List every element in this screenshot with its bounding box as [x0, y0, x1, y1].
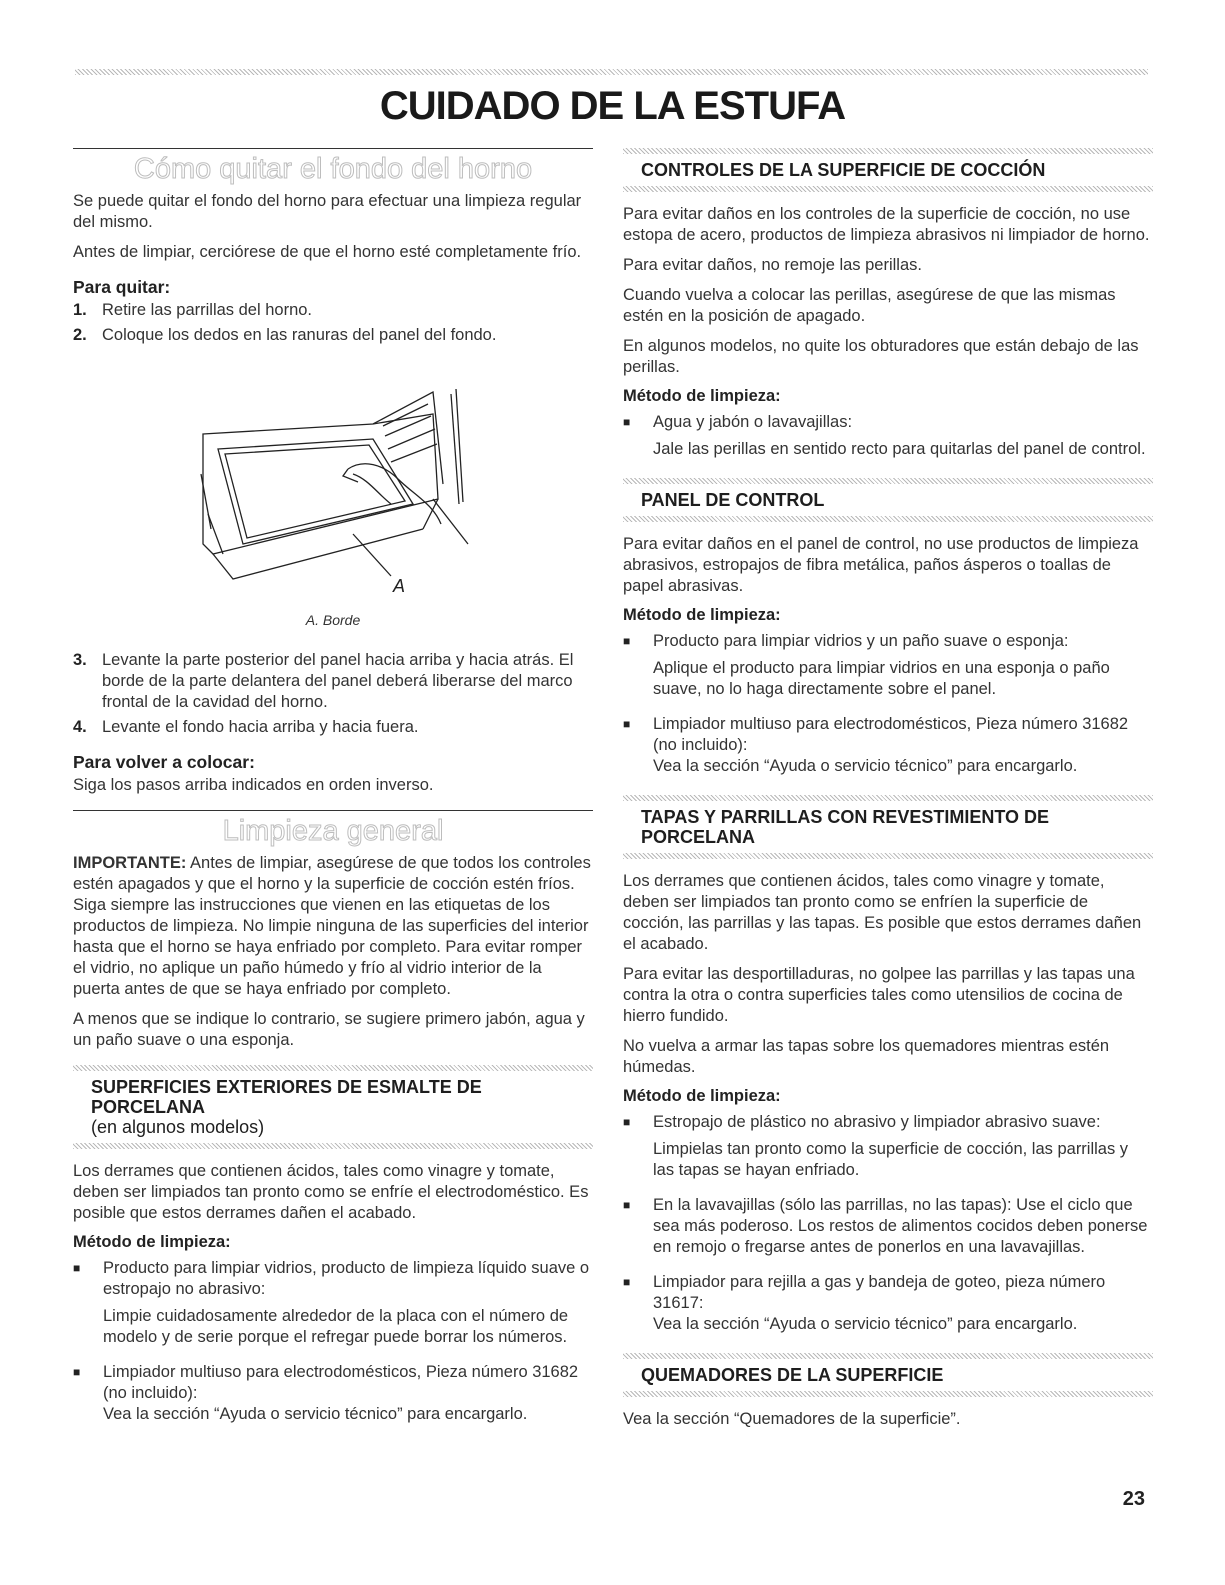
box-rule-bottom — [623, 853, 1153, 859]
step-item — [73, 650, 593, 713]
paragraph: Los derrames que contienen ácidos, tales como vinagre y tomate, deben ser limpiados tan pronto como se enfríen la superficie de cocción, las parrillas y las tapas. Es posible que estos derrames dañen el acabado. — [623, 872, 1142, 953]
steps-list — [73, 650, 593, 738]
step-number: 4. — [73, 718, 87, 736]
paragraph: Los derrames que contienen ácidos, tales como vinagre y tomate, deben ser limpiados tan pronto como se enfríe el electrodoméstico. Es posible que estos derrames dañen el acabado. — [73, 1162, 589, 1222]
bullet-text: Limpiador multiuso para electrodomésticos, Pieza número 31682 (no incluido): — [103, 1363, 579, 1402]
paragraph: Para evitar daños en el panel de control, no use productos de limpieza abrasivos, estropajos de fibra metálica, paños ásperos o toallas de papel abrasivas. — [623, 535, 1139, 595]
section-heading-general-cleaning: Limpieza general — [222, 815, 444, 847]
bullet-item — [73, 1258, 593, 1354]
bullet-list — [623, 412, 1153, 466]
subheading-remove: Para quitar: — [73, 277, 171, 297]
box-rule-bottom — [73, 1143, 593, 1149]
bullet-square-icon: ■ — [623, 415, 631, 429]
important-paragraph — [73, 853, 593, 1000]
paragraph: Para evitar daños en los controles de la superficie de cocción, no use estopa de acero, productos de limpieza abrasivos ni limpiador de horno. — [623, 205, 1150, 244]
important-text: Antes de limpiar, asegúrese de que todos los controles estén apagados y que el horno y la superficie de cocción estén fríos. Siga siempre las instrucciones que vienen en las etiquetas de los productos de limpieza. No limpie ninguna de las superficies del interior hasta que el horno se haya enfriado por completo. Para evitar romper el vidrio, no aplique un paño húmedo y frío al vidrio interior de la puerta antes de que se haya enfriado por completo. — [73, 854, 591, 998]
bullet-list — [623, 631, 1153, 783]
bullet-square-icon: ■ — [623, 717, 631, 731]
paragraph: Antes de limpiar, cerciórese de que el horno esté completamente frío. — [73, 243, 582, 261]
bullet-text: Limpiador para rejilla a gas y bandeja de goteo, pieza número 31617: — [653, 1273, 1106, 1312]
paragraph: Para evitar las desportilladuras, no golpee las parrillas y las tapas una contra la otra o contra superficies tales como utensilios de cocina de hierro fundido. — [623, 965, 1135, 1025]
bullet-item — [623, 714, 1153, 783]
bullet-square-icon: ■ — [623, 1198, 631, 1212]
bullet-item — [623, 631, 1153, 706]
important-label: IMPORTANTE: — [73, 854, 187, 872]
paragraph: En algunos modelos, no quite los obturadores que están debajo de las perillas. — [623, 337, 1139, 376]
step-number: 1. — [73, 301, 87, 319]
figure-label-a: A — [393, 576, 406, 596]
box-title: SUPERFICIES EXTERIORES DE ESMALTE DE PORCELANA — [91, 1077, 482, 1117]
oven-bottom-drawing — [73, 354, 593, 609]
left-column — [73, 148, 593, 1439]
bullet-text: Producto para limpiar vidrios, producto de limpieza líquido suave o estropajo no abrasivo: — [103, 1259, 590, 1298]
bullet-square-icon: ■ — [73, 1261, 81, 1275]
paragraph: Para evitar daños, no remoje las perillas. — [623, 256, 922, 274]
step-text: Levante el fondo hacia arriba y hacia fuera. — [102, 718, 419, 736]
page-title: CUIDADO DE LA ESTUFA — [379, 84, 846, 128]
right-column — [623, 148, 1153, 1439]
box-heading-control-panel: PANEL DE CONTROL — [641, 490, 825, 510]
paragraph: Siga los pasos arriba indicados en orden inverso. — [73, 776, 434, 794]
bullet-square-icon: ■ — [73, 1365, 81, 1379]
method-heading: Método de limpieza: — [623, 387, 781, 405]
paragraph: No vuelva a armar las tapas sobre los quemadores mientras estén húmedas. — [623, 1037, 1110, 1076]
box-rule-bottom — [623, 186, 1153, 192]
bullet-text: Vea la sección “Ayuda o servicio técnico” para encargarlo. — [653, 1315, 1078, 1333]
paragraph: Vea la sección “Quemadores de la superficie”. — [623, 1410, 961, 1428]
bullet-text: Vea la sección “Ayuda o servicio técnico” para encargarlo. — [653, 757, 1078, 775]
bullet-text: En la lavavajillas (sólo las parrillas, no las tapas): Use el ciclo que sea más poderoso. Los restos de alimentos cocidos deben ponerse en remojo o fregarse antes de ponerlos en una lavavajillas. — [653, 1196, 1148, 1256]
bullet-text: Agua y jabón o lavavajillas: — [653, 413, 853, 431]
bullet-text: Jale las perillas en sentido recto para quitarlas del panel de control. — [653, 440, 1146, 458]
bullet-square-icon: ■ — [623, 634, 631, 648]
oven-bottom-illustration — [73, 354, 593, 644]
box-heading-porcelain-caps: TAPAS Y PARRILLAS CON REVESTIMIENTO DE PORCELANA — [641, 807, 1050, 847]
step-text: Coloque los dedos en las ranuras del panel del fondo. — [102, 326, 497, 344]
box-heading-surface-burners: QUEMADORES DE LA SUPERFICIE — [641, 1365, 944, 1385]
step-text: Retire las parrillas del horno. — [102, 301, 313, 319]
paragraph: A menos que se indique lo contrario, se sugiere primero jabón, agua y un paño suave o una esponja. — [73, 1010, 585, 1049]
bullet-item — [623, 412, 1153, 466]
box-rule-bottom — [623, 1391, 1153, 1397]
figure-caption: A. Borde — [305, 612, 361, 628]
bullet-text: Limpie cuidadosamente alrededor de la placa con el número de modelo y de serie porque el refregar puede borrar los números. — [103, 1307, 569, 1346]
bullet-text: Vea la sección “Ayuda o servicio técnico” para encargarlo. — [103, 1405, 528, 1423]
bullet-item — [73, 1362, 593, 1431]
bullet-text: Aplique el producto para limpiar vidrios en una esponja o paño suave, no lo haga directamente sobre el panel. — [653, 659, 1110, 698]
bullet-text: Producto para limpiar vidrios y un paño suave o esponja: — [653, 632, 1069, 650]
step-number: 3. — [73, 651, 87, 669]
bullet-item — [623, 1195, 1153, 1264]
step-text: Levante la parte posterior del panel hacia arriba y hacia atrás. El borde de la parte delantera del panel deberá liberarse del marco frontal de la cavidad del horno. — [102, 651, 574, 711]
section-heading-remove-bottom: Cómo quitar el fondo del horno — [133, 153, 533, 185]
steps-list — [73, 300, 593, 346]
paragraph: Se puede quitar el fondo del horno para efectuar una limpieza regular del mismo. — [73, 192, 582, 231]
box-rule-bottom — [623, 516, 1153, 522]
box-heading-exterior-enamel — [73, 1071, 593, 1143]
subheading-replace: Para volver a colocar: — [73, 752, 255, 772]
box-heading-cooktop-controls: CONTROLES DE LA SUPERFICIE DE COCCIÓN — [641, 160, 1046, 180]
bullet-text: Limpiador multiuso para electrodomésticos, Pieza número 31682 (no incluido): — [653, 715, 1129, 754]
box-subtitle: (en algunos modelos) — [91, 1117, 265, 1137]
bullet-square-icon: ■ — [623, 1275, 631, 1289]
step-number: 2. — [73, 326, 87, 344]
top-rule — [75, 69, 1148, 75]
paragraph: Cuando vuelva a colocar las perillas, asegúrese de que las mismas estén en la posición de apagado. — [623, 286, 1116, 325]
bullet-item — [623, 1112, 1153, 1187]
method-heading: Método de limpieza: — [73, 1233, 231, 1251]
method-heading: Método de limpieza: — [623, 1087, 781, 1105]
bullet-text: Limpielas tan pronto como la superficie de cocción, las parrillas y las tapas se hayan enfriado. — [653, 1140, 1129, 1179]
method-heading: Método de limpieza: — [623, 606, 781, 624]
bullet-item — [623, 1272, 1153, 1341]
bullet-list — [73, 1258, 593, 1431]
step-item — [73, 300, 593, 321]
bullet-square-icon: ■ — [623, 1115, 631, 1129]
page-number: 23 — [1122, 1488, 1145, 1510]
step-item — [73, 325, 593, 346]
step-item — [73, 717, 593, 738]
bullet-text: Estropajo de plástico no abrasivo y limpiador abrasivo suave: — [653, 1113, 1101, 1131]
bullet-list — [623, 1112, 1153, 1341]
